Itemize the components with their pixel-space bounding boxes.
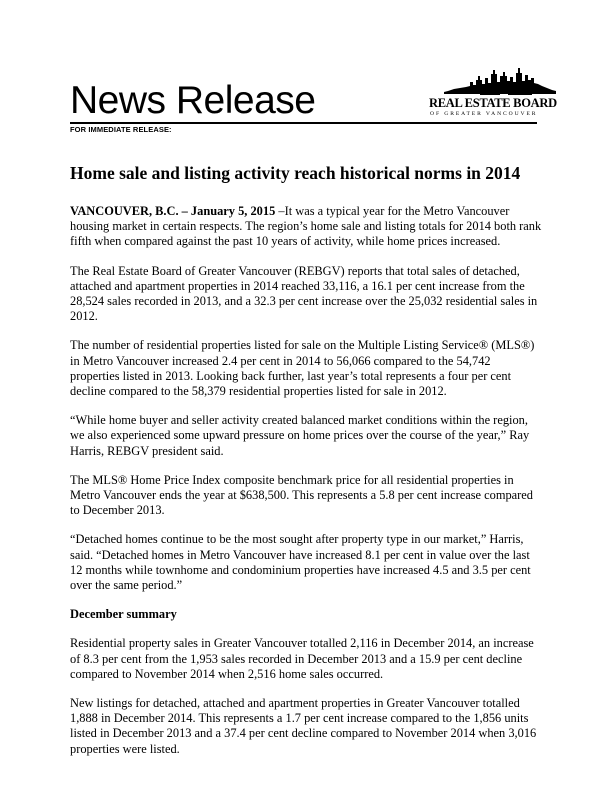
logo-name: REAL ESTATE BOARD xyxy=(429,96,557,110)
city-skyline-icon xyxy=(420,64,560,96)
article-body xyxy=(70,204,542,771)
header-rule xyxy=(70,122,537,124)
paragraph-5: The MLS® Home Price Index composite benchmark price for all residential properties in Metro Vancouver ends the year at $638,500. This represents a 5.8 per cent increase compared to December 2013. xyxy=(70,472,533,518)
dateline: VANCOUVER, B.C. – January 5, 2015 xyxy=(70,204,276,218)
release-label: FOR IMMEDIATE RELEASE: xyxy=(70,125,172,134)
paragraph-3: The number of residential properties listed for sale on the Multiple Listing Service® (MLS®) in Metro Vancouver increased 2.4 per cent in 2014 to 56,066 compared to the 54,742 properties listed in 2013. Looking back further, last year’s total represents a four per cent decline compared to the 58,379 residential properties listed for sale in 2012. xyxy=(70,338,535,399)
paragraph-1-text: –It was a typical year for the Metro Vancouver housing market in certain respects. The region’s home sale and listing totals for 2014 both rank fifth when compared against the past 10 years of activity, while home prices increased. xyxy=(70,204,542,249)
paragraph-4: “While home buyer and seller activity created balanced market conditions within the region, we also experienced some upward pressure on home prices over the course of the year,” Ray Harris, REBGV president said. xyxy=(70,413,530,458)
headline: Home sale and listing activity reach historical norms in 2014 xyxy=(70,163,521,183)
paragraph-6: “Detached homes continue to be the most sought after property type in our market,” Harris, said. “Detached homes in Metro Vancouver have increased 8.1 per cent in value over the last 12 months while townhome and condominium properties have increased 4.5 and 3.5 per cent over the same period.” xyxy=(70,532,531,593)
section-paragraph-2: New listings for detached, attached and apartment properties in Greater Vancouver totalled 1,888 in December 2014. This represents a 1.7 per cent increase compared to the 1,856 units listed in December 2013 and a 37.4 per cent decline compared to November 2014 when 3,016 properties were listed. xyxy=(70,696,537,756)
page-title: News Release xyxy=(70,79,316,122)
section-paragraph-1: Residential property sales in Greater Vancouver totalled 2,116 in December 2014, an increase of 8.3 per cent from the 1,953 sales recorded in December 2013 and a 15.9 per cent decline compared to November 2014 when 2,516 home sales occurred. xyxy=(70,636,534,681)
paragraph-2: The Real Estate Board of Greater Vancouver (REBGV) reports that total sales of detached, attached and apartment properties in 2014 reached 33,116, a 16.1 per cent increase from the 28,524 sales recorded in 2013, and a 32.3 per cent increase over the 25,032 residential sales in 2012. xyxy=(70,263,538,324)
section-heading: December summary xyxy=(70,607,177,622)
paragraph-1 xyxy=(70,204,542,250)
logo-subtitle: OF GREATER VANCOUVER xyxy=(430,111,538,117)
